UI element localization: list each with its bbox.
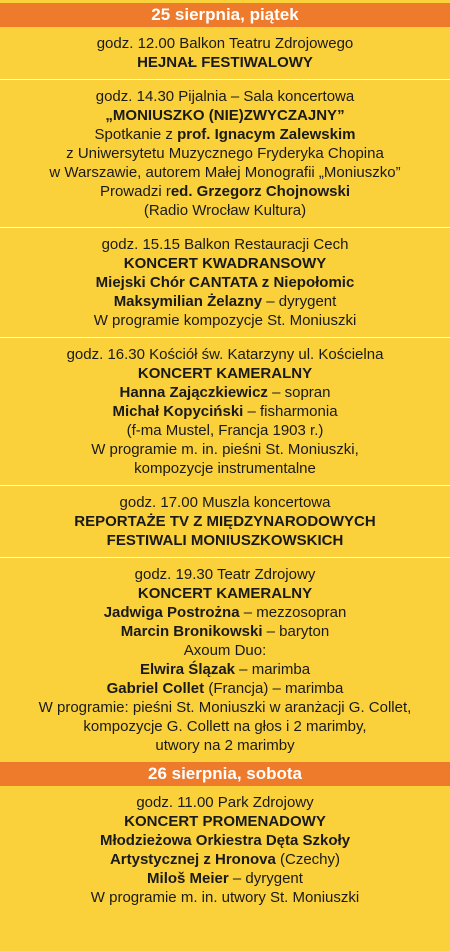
text: (Czechy) (275, 851, 341, 868)
text: godz. 17.00 Muszla koncertowa (119, 494, 331, 511)
text: godz. 11.00 Park Zdrojowy (136, 794, 314, 811)
text: Spotkanie z (94, 126, 178, 143)
event-line (0, 201, 450, 220)
text: Prowadzi r (99, 183, 171, 200)
text: kompozycje G. Collett na głos i 2 marimby, (83, 718, 367, 735)
event-line (0, 717, 450, 736)
text: – marimba (235, 661, 311, 678)
text: – fisharmonia (243, 403, 338, 420)
event-block (0, 493, 450, 550)
text: (f-ma Mustel, Francja 1903 r.) (126, 422, 324, 439)
event-line (0, 459, 450, 478)
bold-text: Hanna Zajączkiewicz (119, 384, 268, 401)
event-line (0, 679, 450, 698)
event-block (0, 345, 450, 478)
event-line (0, 235, 450, 254)
event-separator (0, 485, 450, 486)
day-header: 25 sierpnia, piątek (0, 3, 450, 27)
text: W programie m. in. utwory St. Moniuszki (90, 889, 360, 906)
text: – baryton (262, 623, 330, 640)
bold-text: Młodzieżowa Orkiestra Dęta Szkoły (99, 832, 351, 849)
text: – mezzosopran (239, 604, 347, 621)
text: (Radio Wrocław Kultura) (143, 202, 307, 219)
event-block (0, 87, 450, 220)
event-line (0, 888, 450, 907)
event-line (0, 622, 450, 641)
event-line (0, 869, 450, 888)
text: godz. 16.30 Kościół św. Katarzyny ul. Kościelna (66, 346, 384, 363)
text: Axoum Duo: (183, 642, 267, 659)
event-line (0, 383, 450, 402)
text: W programie m. in. pieśni St. Moniuszki, (91, 441, 359, 458)
event-block (0, 235, 450, 330)
event-line (0, 421, 450, 440)
event-line (0, 254, 450, 273)
bold-text: Marcin Bronikowski (120, 623, 263, 640)
event-line (0, 493, 450, 512)
text: W programie: pieśni St. Moniuszki w aranżacji G. Collet, (38, 699, 412, 716)
event-line (0, 793, 450, 812)
bold-text: ed. Grzegorz Chojnowski (170, 183, 351, 200)
text: – dyrygent (228, 870, 303, 887)
bold-text: Miloš Meier (147, 870, 229, 887)
bold-text: Artystycznej z Hronova (109, 851, 276, 868)
event-line (0, 402, 450, 421)
text: godz. 15.15 Balkon Restauracji Cech (101, 236, 349, 253)
text: – dyrygent (262, 293, 337, 310)
event-separator (0, 79, 450, 80)
event-line (0, 292, 450, 311)
bold-text: KONCERT KAMERALNY (137, 585, 313, 602)
event-line (0, 273, 450, 292)
bold-text: Elwira Ślązak (139, 661, 236, 678)
event-separator (0, 337, 450, 338)
text: W programie kompozycje St. Moniuszki (93, 312, 357, 329)
text: godz. 14.30 Pijalnia – Sala koncertowa (95, 88, 355, 105)
text: kompozycje instrumentalne (134, 460, 316, 477)
event-line (0, 125, 450, 144)
event-line (0, 53, 450, 72)
event-line (0, 311, 450, 330)
event-line (0, 736, 450, 755)
text: – sopran (267, 384, 331, 401)
text: z Uniwersytetu Muzycznego Fryderyka Chopina (66, 145, 384, 162)
bold-text: Michał Kopyciński (112, 403, 244, 420)
event-line (0, 812, 450, 831)
event-separator (0, 227, 450, 228)
festival-program-page (0, 3, 450, 951)
event-separator (0, 557, 450, 558)
event-line (0, 641, 450, 660)
event-line (0, 531, 450, 550)
bold-text: Miejski Chór CANTATA z Niepołomic (95, 274, 355, 291)
bold-text: KONCERT PROMENADOWY (124, 813, 326, 830)
text: godz. 12.00 Balkon Teatru Zdrojowego (96, 35, 354, 52)
event-block (0, 565, 450, 755)
event-line (0, 182, 450, 201)
event-line (0, 87, 450, 106)
bold-text: KONCERT KAMERALNY (137, 365, 313, 382)
event-line (0, 565, 450, 584)
text: utwory na 2 marimby (155, 737, 295, 754)
event-line (0, 345, 450, 364)
bold-text: REPORTAŻE TV Z MIĘDZYNARODOWYCH (74, 513, 376, 530)
event-line (0, 144, 450, 163)
text: (Francja) – marimba (204, 680, 344, 697)
event-line (0, 34, 450, 53)
event-line (0, 440, 450, 459)
bold-text: Gabriel Collet (106, 680, 205, 697)
bold-text: KONCERT KWADRANSOWY (123, 255, 327, 272)
bold-text: prof. Ignacym Zalewskim (177, 126, 356, 143)
bold-text: „MONIUSZKO (NIE)ZWYCZAJNY” (105, 107, 345, 124)
event-line (0, 163, 450, 182)
event-block (0, 793, 450, 907)
event-line (0, 831, 450, 850)
event-line (0, 603, 450, 622)
bold-text: HEJNAŁ FESTIWALOWY (137, 54, 313, 71)
event-line (0, 698, 450, 717)
bold-text: Maksymilian Żelazny (113, 293, 263, 310)
event-line (0, 850, 450, 869)
bold-text: FESTIWALI MONIUSZKOWSKICH (106, 532, 344, 549)
event-line (0, 106, 450, 125)
event-line (0, 660, 450, 679)
day-header: 26 sierpnia, sobota (0, 762, 450, 786)
event-block (0, 34, 450, 72)
text: w Warszawie, autorem Małej Monografii „Moniuszko” (49, 164, 401, 181)
event-line (0, 584, 450, 603)
bold-text: Jadwiga Postrożna (103, 604, 240, 621)
event-line (0, 512, 450, 531)
text: godz. 19.30 Teatr Zdrojowy (134, 566, 316, 583)
event-line (0, 364, 450, 383)
